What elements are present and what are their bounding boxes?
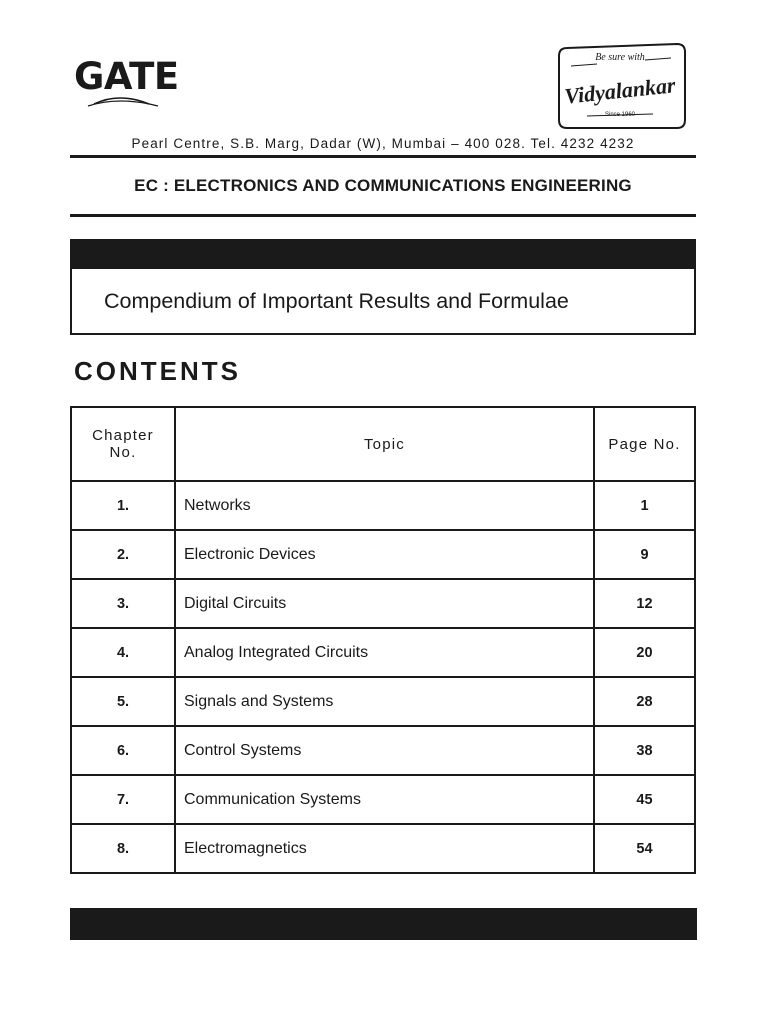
chapter-page: 9 [594,530,695,579]
header-divider [70,155,696,158]
gate-logo-text: GATE [74,55,179,98]
chapter-number: 3. [71,579,175,628]
chapter-page: 28 [594,677,695,726]
contents-heading: CONTENTS [74,356,241,386]
subject-divider [70,214,696,217]
table-row [71,726,695,775]
chapter-page: 20 [594,628,695,677]
chapter-page: 45 [594,775,695,824]
contents-table [70,406,696,874]
chapter-number: 7. [71,775,175,824]
header-chapter-no [71,407,175,481]
chapter-topic: Analog Integrated Circuits [175,628,594,677]
chapter-number: 2. [71,530,175,579]
gate-logo-swoosh-icon [74,94,184,108]
chapter-number: 4. [71,628,175,677]
badge-name: Vidyalankar [563,72,677,109]
badge-since: Since 1960 [604,112,636,118]
title-bar [72,241,694,269]
chapter-number: 8. [71,824,175,873]
subject-heading: EC : ELECTRONICS AND COMMUNICATIONS ENGINEERING [134,176,632,195]
table-row [71,677,695,726]
chapter-page: 1 [594,481,695,530]
header-topic: Topic [175,407,594,481]
vidyalankar-logo [553,42,687,130]
chapter-number: 1. [71,481,175,530]
title-box [70,239,696,335]
footer-bar [70,908,697,940]
table-row [71,775,695,824]
table-row [71,824,695,873]
address-line: Pearl Centre, S.B. Marg, Dadar (W), Mumbai – 400 028. Tel. 4232 4232 [131,136,635,151]
table-row [71,481,695,530]
chapter-topic: Communication Systems [175,775,594,824]
chapter-page: 38 [594,726,695,775]
chapter-topic: Signals and Systems [175,677,594,726]
gate-logo [74,55,184,108]
badge-tagline: Be sure with [595,52,645,63]
document-title: Compendium of Important Results and Formulae [104,289,569,313]
chapter-topic: Control Systems [175,726,594,775]
chapter-topic: Networks [175,481,594,530]
header-chapter-label: Chapter [92,427,154,444]
table-row [71,579,695,628]
chapter-number: 6. [71,726,175,775]
table-row [71,628,695,677]
chapter-page: 54 [594,824,695,873]
table-header-row [71,407,695,481]
header-no-label: No. [109,444,137,461]
chapter-topic: Electromagnetics [175,824,594,873]
table-row [71,530,695,579]
chapter-number: 5. [71,677,175,726]
chapter-page: 12 [594,579,695,628]
chapter-topic: Digital Circuits [175,579,594,628]
chapter-topic: Electronic Devices [175,530,594,579]
header-page-no: Page No. [594,407,695,481]
